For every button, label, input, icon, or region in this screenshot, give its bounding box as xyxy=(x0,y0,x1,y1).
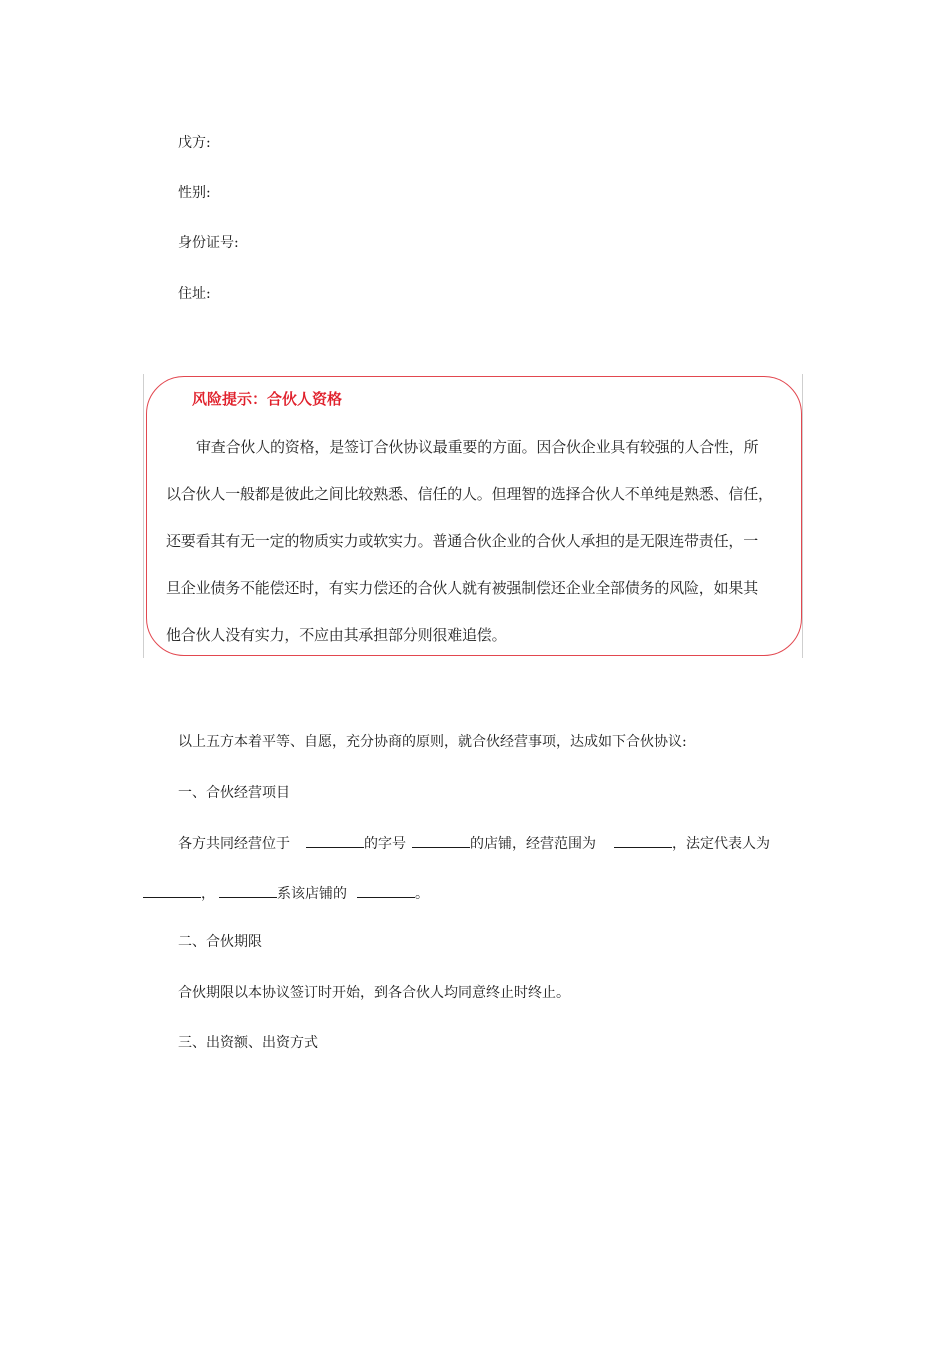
section-heading: 二、合伙期限 xyxy=(178,934,262,950)
text-segment: 各方共同经营位于 xyxy=(178,836,290,852)
risk-tip-line: 审查合伙人的资格，是签订合伙协议最重要的方面。因合伙企业具有较强的人合性，所 xyxy=(196,438,759,456)
risk-tip-line: 以合伙人一般都是彼此之间比较熟悉、信任的人。但理智的选择合伙人不单纯是熟悉、信任， xyxy=(166,485,773,503)
section-heading: 三、出资额、出资方式 xyxy=(178,1035,318,1051)
fill-blank[interactable] xyxy=(412,833,470,848)
text-segment: ， xyxy=(672,836,686,852)
risk-tip-line: 还要看其有无一定的物质实力或软实力。普通合伙企业的合伙人承担的是无限连带责任，一 xyxy=(166,532,759,550)
section-heading: 一、合伙经营项目 xyxy=(178,785,290,801)
text-segment: 的店铺，经营范围为 xyxy=(470,836,596,852)
fill-blank[interactable] xyxy=(357,883,415,898)
gender-field: 性别: xyxy=(178,185,211,201)
risk-tip-line: 旦企业债务不能偿还时，有实力偿还的合伙人就有被强制偿还企业全部债务的风险，如果其 xyxy=(166,579,759,597)
text-segment: 系该店铺的 xyxy=(277,886,347,902)
text-segment: 法定代表人为 xyxy=(686,836,770,852)
fill-blank[interactable] xyxy=(143,883,201,898)
text-segment: ， xyxy=(201,886,215,902)
party-label: 戊方: xyxy=(178,135,211,151)
intro-paragraph: 以上五方本着平等、自愿，充分协商的原则，就合伙经营事项，达成如下合伙协议: xyxy=(178,734,687,750)
text-segment: 的字号 xyxy=(364,836,406,852)
legal-representative-line xyxy=(143,883,429,904)
risk-tip-title: 风险提示：合伙人资格 xyxy=(192,390,343,408)
business-location-line xyxy=(178,833,770,854)
fill-blank[interactable] xyxy=(614,833,672,848)
risk-tip-border xyxy=(146,376,802,656)
risk-tip-line: 他合伙人没有实力，不应由其承担部分则很难追偿。 xyxy=(166,626,507,644)
fill-blank[interactable] xyxy=(306,833,364,848)
term-paragraph: 合伙期限以本协议签订时开始，到各合伙人均同意终止时终止。 xyxy=(178,985,570,1001)
address-field: 住址: xyxy=(178,286,211,302)
id-number-field: 身份证号: xyxy=(178,235,239,251)
fill-blank[interactable] xyxy=(219,883,277,898)
text-segment: 。 xyxy=(415,886,429,902)
